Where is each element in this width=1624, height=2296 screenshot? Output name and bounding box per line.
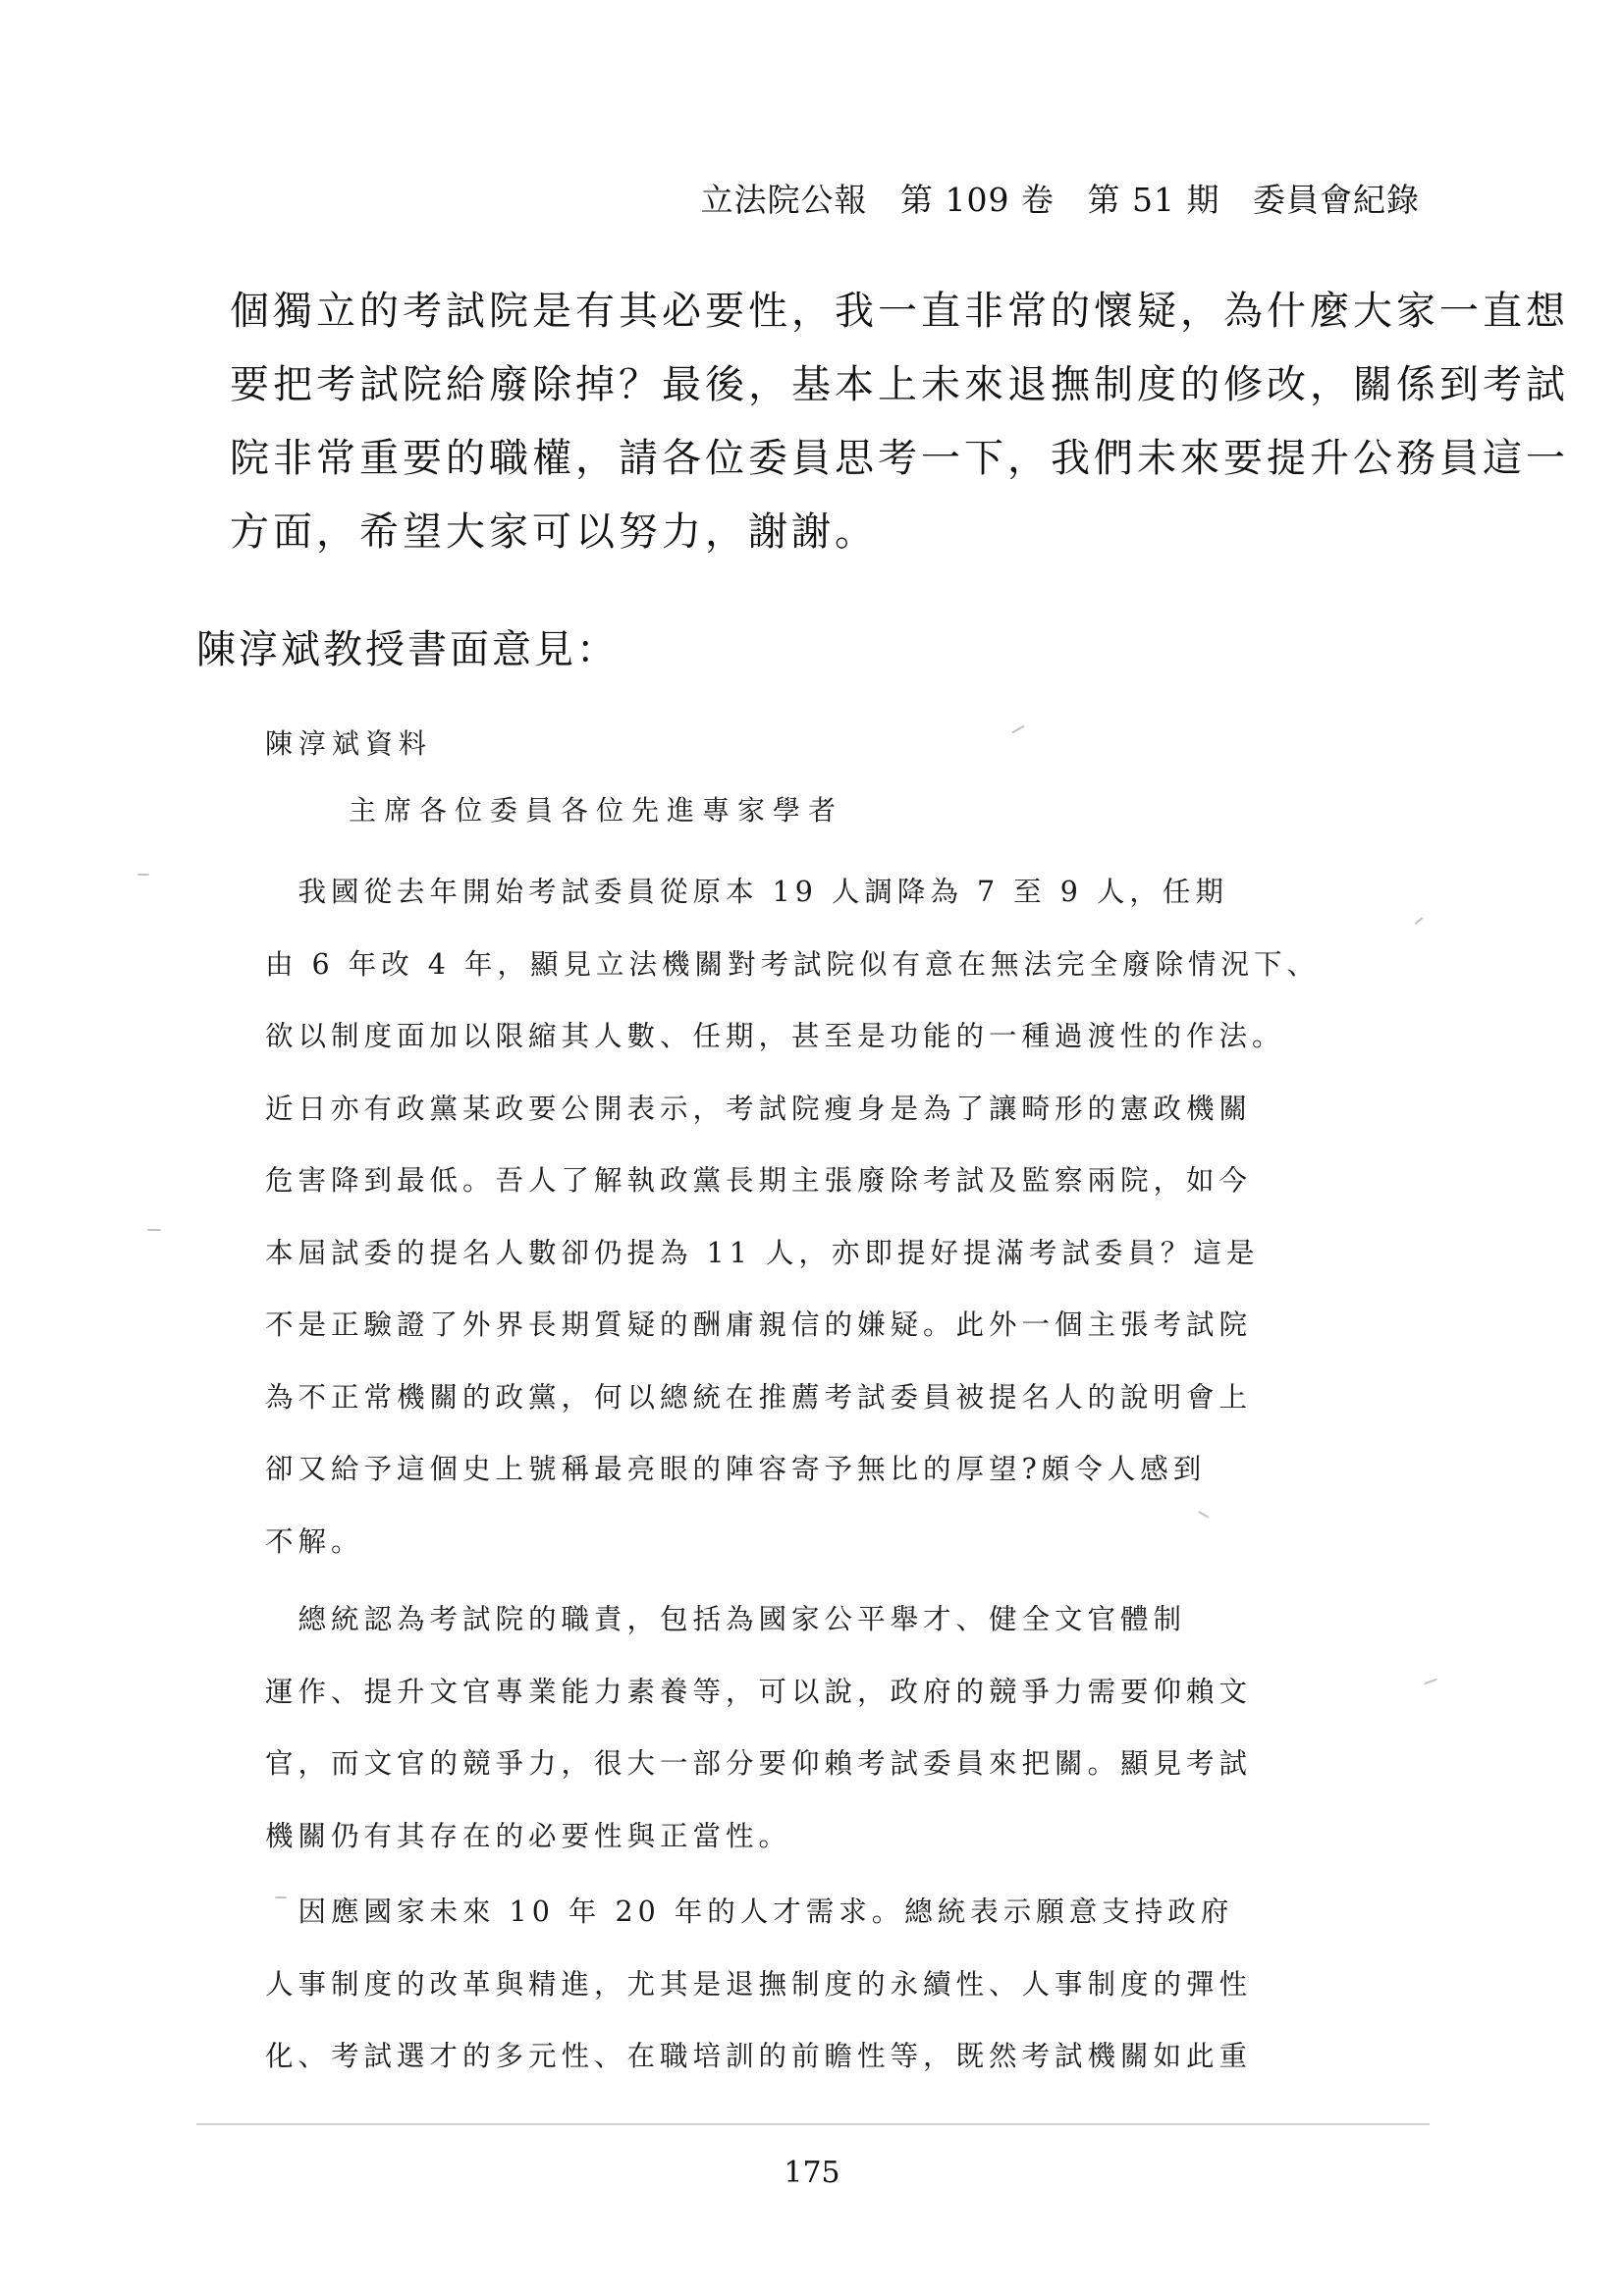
scan-speck [1011,725,1024,734]
scan-line: 化、考試選才的多元性、在職培訓的前瞻性等，既然考試機關如此重 [265,2040,1253,2072]
scan-speck [1424,1679,1437,1685]
scan-line: 危害降到最低。吾人了解執政黨長期主張廢除考試及監察兩院，如今 [265,1164,1253,1197]
scan-line: 不是正驗證了外界長期質疑的酬庸親信的嫌疑。此外一個主張考試院 [265,1308,1253,1341]
scan-line: 總統認為考試院的職責，包括為國家公平舉才、健全文官體制 [265,1603,1187,1635]
page-number: 175 [784,2156,840,2190]
section-label: 委員會紀錄 [1253,181,1420,219]
scan-speck [147,1229,161,1231]
volume-label: 第 109 卷 [900,181,1056,219]
scan-paragraph [265,1583,1375,1872]
speech-text [230,275,1569,569]
speech-line: 要把考試院給廢除掉？最後，基本上未來退撫制度的修改，關係到考試 [230,362,1569,407]
scanned-document [196,699,1434,2112]
scan-salutation: 主席各位委員各位先進專家學者 [349,794,844,827]
opinion-heading: 陳淳斌教授書面意見： [196,627,619,672]
scan-line: 近日亦有政黨某政要公開表示，考試院瘦身是為了讓畸形的憲政機關 [265,1092,1253,1125]
scan-line: 為不正常機關的政黨，何以總統在推薦考試委員被提名人的說明會上 [265,1380,1253,1414]
scan-line: 官，而文官的競爭力，很大一部分要仰賴考試委員來把關。顯見考試 [265,1747,1253,1780]
scan-line: 機關仍有其存在的必要性與正當性。 [265,1819,792,1852]
speech-line: 方面，希望大家可以努力，謝謝。 [230,509,878,555]
scan-line: 由 6 年改 4 年，顯見立法機關對考試院似有意在無法完全廢除情況下、 [265,947,1321,981]
scan-line: 不解。 [265,1524,364,1558]
speech-line: 院非常重要的職權，請各位委員思考一下，我們未來要提升公務員這一 [230,436,1569,481]
scan-body [265,856,1375,2093]
publication-name: 立法院公報 [700,181,868,219]
scan-line: 運作、提升文官專業能力素養等，可以說，政府的競爭力需要仰賴文 [265,1675,1253,1708]
scan-paragraph [265,1876,1375,2093]
speech-line: 個獨立的考試院是有其必要性，我一直非常的懷疑，為什麼大家一直想 [230,289,1569,334]
footer-divider [196,2123,1430,2125]
scan-title: 陳淳斌資料 [265,727,433,760]
scan-line: 人事制度的改革與精進，尤其是退撫制度的永續性、人事制度的彈性 [265,1967,1253,2001]
scan-line: 本屆試委的提名人數卻仍提為 11 人，亦即提好提滿考試委員？這是 [265,1236,1260,1269]
scan-paragraph [265,856,1375,1577]
page-header [701,175,1420,221]
scan-speck [137,874,149,876]
scan-speck [1415,917,1424,925]
scan-line: 欲以制度面加以限縮其人數、任期，甚至是功能的一種過渡性的作法。 [265,1020,1285,1052]
scan-line: 因應國家未來 10 年 20 年的人才需求。總統表示願意支持政府 [265,1896,1234,1928]
scan-line: 我國從去年開始考試委員從原本 19 人調降為 7 至 9 人，任期 [265,876,1228,908]
scan-line: 卻又給予這個史上號稱最亮眼的陣容寄予無比的厚望?頗令人感到 [265,1453,1207,1485]
issue-label: 第 51 期 [1087,181,1220,219]
